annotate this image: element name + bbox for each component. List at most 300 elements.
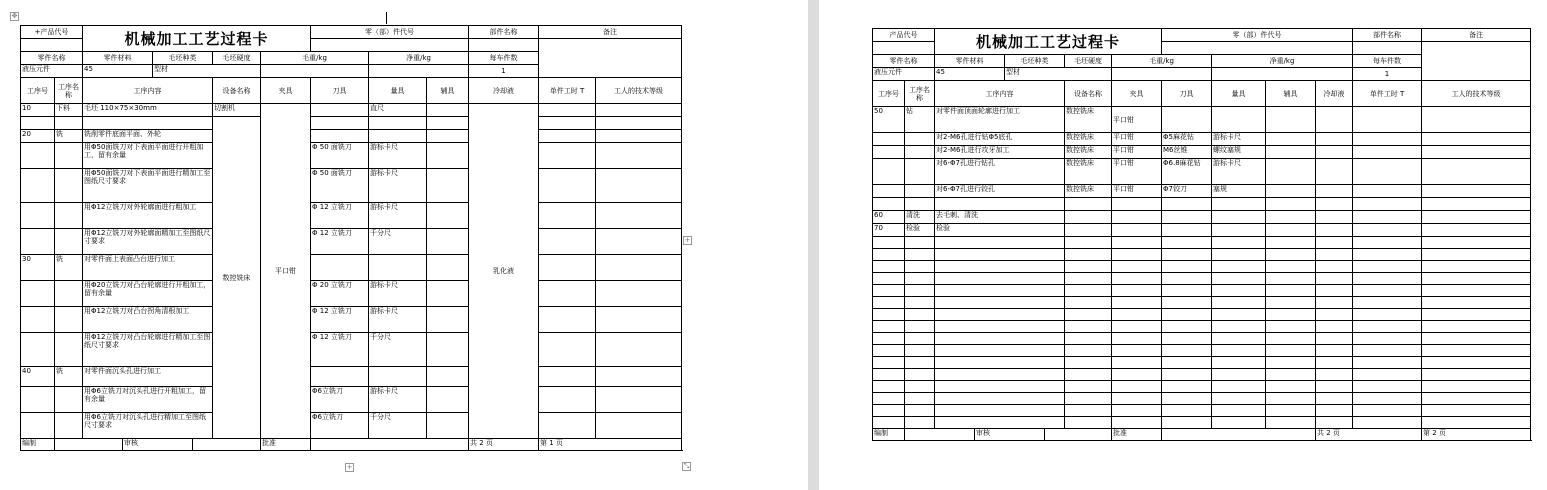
- aux-cell[interactable]: [1266, 237, 1316, 249]
- equipment-cell[interactable]: [1065, 273, 1112, 285]
- coolant-cell[interactable]: [1316, 198, 1353, 211]
- gauge-cell[interactable]: [1212, 333, 1266, 345]
- op-name[interactable]: [905, 198, 935, 211]
- op-name[interactable]: [905, 159, 935, 185]
- op-content[interactable]: [935, 198, 1065, 211]
- equipment-cell[interactable]: [1065, 297, 1112, 309]
- op-content[interactable]: [935, 345, 1065, 357]
- tool-cell[interactable]: [1162, 309, 1212, 321]
- fixture-cell[interactable]: [1112, 211, 1162, 224]
- equipment-cell[interactable]: 数控铣床: [1065, 133, 1112, 146]
- op-name[interactable]: [55, 203, 83, 229]
- op-name[interactable]: 铣: [55, 367, 83, 387]
- tool-cell[interactable]: [1162, 297, 1212, 309]
- skill-cell[interactable]: [1422, 357, 1531, 369]
- op-no[interactable]: [873, 321, 905, 333]
- tool-cell[interactable]: Φ6立铣刀: [311, 413, 369, 439]
- skill-cell[interactable]: [596, 169, 682, 203]
- tool-cell[interactable]: [311, 255, 369, 281]
- coolant-cell[interactable]: [1316, 333, 1353, 345]
- gauge-cell[interactable]: [1212, 249, 1266, 261]
- fixture-cell[interactable]: [1112, 297, 1162, 309]
- tool-cell[interactable]: [1162, 237, 1212, 249]
- gauge-cell[interactable]: [1212, 393, 1266, 405]
- tool-cell[interactable]: [1162, 417, 1212, 429]
- unit-time-cell[interactable]: [1353, 405, 1422, 417]
- op-name[interactable]: 铣: [55, 130, 83, 143]
- op-content[interactable]: [935, 297, 1065, 309]
- equipment-cell[interactable]: [1065, 345, 1112, 357]
- fixture-cell[interactable]: 平口钳: [1112, 185, 1162, 198]
- op-no[interactable]: [873, 393, 905, 405]
- unit-time-cell[interactable]: [1353, 345, 1422, 357]
- op-no[interactable]: 50: [873, 107, 905, 133]
- aux-cell[interactable]: [427, 203, 469, 229]
- tool-cell[interactable]: [1162, 107, 1212, 133]
- op-name[interactable]: [905, 393, 935, 405]
- op-no[interactable]: [21, 143, 55, 169]
- op-name[interactable]: 下料: [55, 104, 83, 117]
- gauge-cell[interactable]: [369, 117, 427, 130]
- op-content[interactable]: [935, 273, 1065, 285]
- fixture-cell[interactable]: [1112, 321, 1162, 333]
- unit-time-cell[interactable]: [1353, 297, 1422, 309]
- op-no[interactable]: 30: [21, 255, 55, 281]
- aux-cell[interactable]: [427, 307, 469, 333]
- tool-cell[interactable]: Φ6.8麻花钻: [1162, 159, 1212, 185]
- blank-type-value[interactable]: 型材: [153, 65, 261, 78]
- op-name[interactable]: [55, 307, 83, 333]
- fixture-cell[interactable]: [1112, 249, 1162, 261]
- unit-time-cell[interactable]: [539, 130, 596, 143]
- tool-cell[interactable]: [1162, 198, 1212, 211]
- skill-cell[interactable]: [596, 203, 682, 229]
- op-no[interactable]: [21, 117, 55, 130]
- tool-cell[interactable]: [1162, 357, 1212, 369]
- unit-time-cell[interactable]: [539, 169, 596, 203]
- equipment-cell[interactable]: [1065, 285, 1112, 297]
- op-content[interactable]: [935, 369, 1065, 381]
- op-name[interactable]: [55, 333, 83, 367]
- coolant-cell[interactable]: [1316, 237, 1353, 249]
- op-no[interactable]: 60: [873, 211, 905, 224]
- skill-cell[interactable]: [1422, 249, 1531, 261]
- op-no[interactable]: [21, 281, 55, 307]
- coolant-cell[interactable]: [1316, 297, 1353, 309]
- aux-cell[interactable]: [1266, 261, 1316, 273]
- skill-cell[interactable]: [1422, 198, 1531, 211]
- op-name[interactable]: [55, 169, 83, 203]
- gauge-cell[interactable]: [1212, 198, 1266, 211]
- aux-cell[interactable]: [1266, 273, 1316, 285]
- skill-cell[interactable]: [1422, 297, 1531, 309]
- aux-cell[interactable]: [1266, 321, 1316, 333]
- part-code-value[interactable]: [1162, 42, 1353, 55]
- op-no[interactable]: 70: [873, 224, 905, 237]
- gauge-cell[interactable]: 游标卡尺: [1212, 159, 1266, 185]
- skill-cell[interactable]: [1422, 224, 1531, 237]
- equipment-cell[interactable]: 数控铣床: [1065, 185, 1112, 198]
- op-no[interactable]: [873, 333, 905, 345]
- op-name[interactable]: [905, 133, 935, 146]
- coolant-cell[interactable]: [1316, 249, 1353, 261]
- fixture-cell[interactable]: [1112, 381, 1162, 393]
- tool-cell[interactable]: Φ7铰刀: [1162, 185, 1212, 198]
- skill-cell[interactable]: [1422, 185, 1531, 198]
- tool-cell[interactable]: [311, 367, 369, 387]
- unit-time-cell[interactable]: [539, 203, 596, 229]
- product-code-value[interactable]: [21, 39, 83, 52]
- op-content[interactable]: 用Φ20立铣刀对凸台轮廓进行开粗加工，留有余量: [83, 281, 213, 307]
- op-name[interactable]: [905, 417, 935, 429]
- op-content[interactable]: 铣削零件底面平面、外轮: [83, 130, 213, 143]
- fixture-cell[interactable]: [1112, 393, 1162, 405]
- equipment-cell[interactable]: [1065, 369, 1112, 381]
- unit-time-cell[interactable]: [539, 255, 596, 281]
- tool-cell[interactable]: [1162, 369, 1212, 381]
- tool-cell[interactable]: [311, 130, 369, 143]
- footer-compile-value[interactable]: [55, 439, 123, 451]
- op-content[interactable]: [935, 381, 1065, 393]
- equipment-cell[interactable]: [1065, 211, 1112, 224]
- unit-time-cell[interactable]: [1353, 185, 1422, 198]
- tool-cell[interactable]: Φ 20 立铣刀: [311, 281, 369, 307]
- add-row-handle[interactable]: +: [346, 463, 353, 471]
- op-name[interactable]: [905, 381, 935, 393]
- skill-cell[interactable]: [1422, 211, 1531, 224]
- unit-time-cell[interactable]: [539, 281, 596, 307]
- tool-cell[interactable]: [1162, 345, 1212, 357]
- net-weight-value[interactable]: [369, 65, 469, 78]
- op-no[interactable]: [21, 307, 55, 333]
- fixture-cell[interactable]: [1112, 417, 1162, 429]
- component-name-value[interactable]: [1353, 42, 1422, 55]
- equipment-cell[interactable]: [1065, 393, 1112, 405]
- op-no[interactable]: 20: [21, 130, 55, 143]
- skill-cell[interactable]: [1422, 417, 1531, 429]
- fixture-cell[interactable]: [1112, 198, 1162, 211]
- gauge-cell[interactable]: 游标卡尺: [369, 143, 427, 169]
- remark-value[interactable]: [539, 39, 682, 78]
- material-value[interactable]: 45: [83, 65, 153, 78]
- fixture-cell[interactable]: [1112, 369, 1162, 381]
- skill-cell[interactable]: [596, 413, 682, 439]
- per-unit-value[interactable]: 1: [469, 65, 539, 78]
- material-value[interactable]: 45: [935, 68, 1005, 81]
- op-name[interactable]: [905, 333, 935, 345]
- fixture-cell[interactable]: [1112, 333, 1162, 345]
- skill-cell[interactable]: [1422, 146, 1531, 159]
- coolant-cell[interactable]: [1316, 393, 1353, 405]
- unit-time-cell[interactable]: [1353, 107, 1422, 133]
- gauge-cell[interactable]: 千分尺: [369, 333, 427, 367]
- skill-cell[interactable]: [1422, 285, 1531, 297]
- aux-cell[interactable]: [1266, 185, 1316, 198]
- op-no[interactable]: [873, 369, 905, 381]
- skill-cell[interactable]: [1422, 107, 1531, 133]
- gauge-cell[interactable]: [1212, 369, 1266, 381]
- gauge-cell[interactable]: [1212, 357, 1266, 369]
- unit-time-cell[interactable]: [539, 104, 596, 117]
- op-name[interactable]: [905, 357, 935, 369]
- op-content[interactable]: 用Φ50面铣刀对下表面平面进行开粗加工，留有余量: [83, 143, 213, 169]
- unit-time-cell[interactable]: [1353, 261, 1422, 273]
- coolant-cell[interactable]: [1316, 107, 1353, 133]
- op-content[interactable]: 用Φ12立铣刀对外轮廓面精加工至图纸尺寸要求: [83, 229, 213, 255]
- skill-cell[interactable]: [1422, 333, 1531, 345]
- fixture-cell[interactable]: [1112, 261, 1162, 273]
- gauge-cell[interactable]: 游标卡尺: [369, 307, 427, 333]
- op-no[interactable]: [873, 198, 905, 211]
- op-name[interactable]: [905, 405, 935, 417]
- aux-cell[interactable]: [427, 281, 469, 307]
- coolant-cell[interactable]: [1316, 309, 1353, 321]
- product-code-value[interactable]: [873, 42, 935, 55]
- gauge-cell[interactable]: 螺纹塞规: [1212, 146, 1266, 159]
- gauge-cell[interactable]: [369, 130, 427, 143]
- gauge-cell[interactable]: [1212, 211, 1266, 224]
- skill-cell[interactable]: [596, 333, 682, 367]
- op-content[interactable]: [935, 237, 1065, 249]
- op-name[interactable]: [905, 309, 935, 321]
- op-content[interactable]: [935, 405, 1065, 417]
- footer-approve-value[interactable]: [311, 439, 469, 451]
- gauge-cell[interactable]: [1212, 261, 1266, 273]
- aux-cell[interactable]: [427, 413, 469, 439]
- remark-value[interactable]: [1422, 42, 1531, 81]
- op-name[interactable]: [905, 321, 935, 333]
- equipment-cell[interactable]: [1065, 224, 1112, 237]
- coolant-cell[interactable]: [1316, 417, 1353, 429]
- tool-cell[interactable]: [1162, 249, 1212, 261]
- equipment-cell[interactable]: [1065, 381, 1112, 393]
- unit-time-cell[interactable]: [1353, 249, 1422, 261]
- skill-cell[interactable]: [596, 143, 682, 169]
- op-no[interactable]: [873, 146, 905, 159]
- tool-cell[interactable]: [311, 117, 369, 130]
- gauge-cell[interactable]: 游标卡尺: [369, 281, 427, 307]
- op-name[interactable]: [905, 369, 935, 381]
- tool-cell[interactable]: [1162, 405, 1212, 417]
- move-handle-icon[interactable]: ✥: [11, 12, 18, 20]
- tool-cell[interactable]: Φ6立铣刀: [311, 387, 369, 413]
- gauge-cell[interactable]: 游标卡尺: [369, 387, 427, 413]
- unit-time-cell[interactable]: [1353, 369, 1422, 381]
- aux-cell[interactable]: [1266, 345, 1316, 357]
- gauge-cell[interactable]: 游标卡尺: [369, 169, 427, 203]
- skill-cell[interactable]: [596, 117, 682, 130]
- fixture-cell[interactable]: [1112, 224, 1162, 237]
- skill-cell[interactable]: [1422, 261, 1531, 273]
- tool-cell[interactable]: [1162, 321, 1212, 333]
- gauge-cell[interactable]: [1212, 224, 1266, 237]
- skill-cell[interactable]: [596, 104, 682, 117]
- gauge-cell[interactable]: [1212, 381, 1266, 393]
- unit-time-cell[interactable]: [1353, 381, 1422, 393]
- move-table-handle[interactable]: [10, 12, 18, 20]
- unit-time-cell[interactable]: [1353, 133, 1422, 146]
- gauge-cell[interactable]: 游标卡尺: [369, 203, 427, 229]
- footer-compile-value[interactable]: [905, 429, 975, 441]
- gauge-cell[interactable]: 千分尺: [369, 229, 427, 255]
- aux-cell[interactable]: [1266, 198, 1316, 211]
- aux-cell[interactable]: [1266, 369, 1316, 381]
- op-content[interactable]: [83, 117, 213, 130]
- op-content[interactable]: 用Φ6立铣刀对沉头孔进行精加工至图纸尺寸要求: [83, 413, 213, 439]
- op-no[interactable]: [21, 229, 55, 255]
- unit-time-cell[interactable]: [539, 143, 596, 169]
- op-name[interactable]: [55, 281, 83, 307]
- op-content[interactable]: 去毛刺、清洗: [935, 211, 1065, 224]
- aux-cell[interactable]: [427, 104, 469, 117]
- fixture-cell[interactable]: [1112, 309, 1162, 321]
- aux-cell[interactable]: [427, 367, 469, 387]
- op-content[interactable]: 用Φ50面铣刀对下表面平面进行精加工至图纸尺寸要求: [83, 169, 213, 203]
- coolant-cell[interactable]: [1316, 405, 1353, 417]
- unit-time-cell[interactable]: [539, 387, 596, 413]
- op-content[interactable]: [935, 333, 1065, 345]
- op-no[interactable]: [21, 333, 55, 367]
- aux-cell[interactable]: [1266, 211, 1316, 224]
- fixture-cell[interactable]: 平口钳: [1112, 107, 1162, 133]
- equipment-cell[interactable]: [1065, 417, 1112, 429]
- gauge-cell[interactable]: [1212, 297, 1266, 309]
- tool-cell[interactable]: Φ 12 立铣刀: [311, 203, 369, 229]
- equipment-cell[interactable]: [1065, 357, 1112, 369]
- op-content[interactable]: [935, 309, 1065, 321]
- op-content[interactable]: 检验: [935, 224, 1065, 237]
- fixture-merged[interactable]: 平口钳: [261, 104, 311, 439]
- unit-time-cell[interactable]: [1353, 393, 1422, 405]
- gauge-cell[interactable]: [369, 255, 427, 281]
- skill-cell[interactable]: [1422, 405, 1531, 417]
- aux-cell[interactable]: [427, 333, 469, 367]
- op-name[interactable]: 检验: [905, 224, 935, 237]
- aux-cell[interactable]: [1266, 249, 1316, 261]
- op-no[interactable]: [873, 185, 905, 198]
- part-name-value[interactable]: 液压元件: [21, 65, 83, 78]
- skill-cell[interactable]: [596, 255, 682, 281]
- op-name[interactable]: [55, 387, 83, 413]
- skill-cell[interactable]: [1422, 369, 1531, 381]
- skill-cell[interactable]: [1422, 321, 1531, 333]
- equipment-cell[interactable]: [1065, 237, 1112, 249]
- skill-cell[interactable]: [1422, 273, 1531, 285]
- op-name[interactable]: 钻: [905, 107, 935, 133]
- skill-cell[interactable]: [1422, 309, 1531, 321]
- equipment-cell[interactable]: [1065, 261, 1112, 273]
- coolant-cell[interactable]: [1316, 369, 1353, 381]
- aux-cell[interactable]: [1266, 309, 1316, 321]
- coolant-cell[interactable]: [1316, 133, 1353, 146]
- tool-cell[interactable]: [1162, 261, 1212, 273]
- skill-cell[interactable]: [596, 307, 682, 333]
- op-name[interactable]: [905, 285, 935, 297]
- op-no[interactable]: [873, 249, 905, 261]
- unit-time-cell[interactable]: [1353, 237, 1422, 249]
- skill-cell[interactable]: [1422, 381, 1531, 393]
- op-no[interactable]: [873, 309, 905, 321]
- op-no[interactable]: [873, 261, 905, 273]
- gross-weight-value[interactable]: [261, 65, 369, 78]
- footer-review-value[interactable]: [1045, 429, 1112, 441]
- op-name[interactable]: [905, 345, 935, 357]
- aux-cell[interactable]: [427, 169, 469, 203]
- equipment-cell[interactable]: [1065, 333, 1112, 345]
- op-content[interactable]: [935, 261, 1065, 273]
- equipment-cell[interactable]: [1065, 321, 1112, 333]
- tool-cell[interactable]: Φ5麻花钻: [1162, 133, 1212, 146]
- skill-cell[interactable]: [596, 281, 682, 307]
- equipment-cell[interactable]: 数控铣床: [1065, 107, 1112, 133]
- gauge-cell[interactable]: 直尺: [369, 104, 427, 117]
- tool-cell[interactable]: [1162, 285, 1212, 297]
- gauge-cell[interactable]: 千分尺: [369, 413, 427, 439]
- aux-cell[interactable]: [427, 255, 469, 281]
- coolant-cell[interactable]: [1316, 146, 1353, 159]
- op-content[interactable]: 对6-Φ7孔进行钻孔: [935, 159, 1065, 185]
- fixture-cell[interactable]: 平口钳: [1112, 146, 1162, 159]
- unit-time-cell[interactable]: [1353, 285, 1422, 297]
- gauge-cell[interactable]: [1212, 405, 1266, 417]
- skill-cell[interactable]: [1422, 133, 1531, 146]
- op-name[interactable]: [905, 185, 935, 198]
- skill-cell[interactable]: [1422, 393, 1531, 405]
- aux-cell[interactable]: [427, 143, 469, 169]
- aux-cell[interactable]: [1266, 357, 1316, 369]
- aux-cell[interactable]: [1266, 381, 1316, 393]
- net-weight-value[interactable]: [1212, 68, 1353, 81]
- per-unit-value[interactable]: 1: [1353, 68, 1422, 81]
- gauge-cell[interactable]: [1212, 285, 1266, 297]
- op-content[interactable]: 对2-M6孔进行钻Φ5底孔: [935, 133, 1065, 146]
- fixture-cell[interactable]: [1112, 285, 1162, 297]
- op-no[interactable]: [873, 285, 905, 297]
- op-content[interactable]: 用Φ12立铣刀对凸台轮廓进行精加工至图纸尺寸要求: [83, 333, 213, 367]
- fixture-cell[interactable]: [1112, 237, 1162, 249]
- aux-cell[interactable]: [1266, 133, 1316, 146]
- part-code-value[interactable]: [311, 39, 469, 52]
- add-column-handle[interactable]: +: [684, 236, 691, 244]
- op-content[interactable]: 对零件面顶面轮廓进行加工: [935, 107, 1065, 133]
- aux-cell[interactable]: [1266, 224, 1316, 237]
- tool-cell[interactable]: [1162, 224, 1212, 237]
- aux-cell[interactable]: [1266, 405, 1316, 417]
- op-no[interactable]: [873, 381, 905, 393]
- footer-approve-value[interactable]: [1162, 429, 1316, 441]
- aux-cell[interactable]: [427, 229, 469, 255]
- op-no[interactable]: [873, 273, 905, 285]
- op-content[interactable]: [935, 357, 1065, 369]
- gauge-cell[interactable]: [1212, 345, 1266, 357]
- op-content[interactable]: [935, 285, 1065, 297]
- unit-time-cell[interactable]: [1353, 309, 1422, 321]
- op-name[interactable]: [55, 413, 83, 439]
- op-no[interactable]: [21, 387, 55, 413]
- op-content[interactable]: [935, 393, 1065, 405]
- aux-cell[interactable]: [1266, 297, 1316, 309]
- unit-time-cell[interactable]: [539, 307, 596, 333]
- op-no[interactable]: [873, 297, 905, 309]
- unit-time-cell[interactable]: [1353, 224, 1422, 237]
- aux-cell[interactable]: [1266, 285, 1316, 297]
- op-name[interactable]: [905, 261, 935, 273]
- coolant-cell[interactable]: [1316, 321, 1353, 333]
- tool-cell[interactable]: Φ 12 立铣刀: [311, 229, 369, 255]
- fixture-cell[interactable]: 平口钳: [1112, 133, 1162, 146]
- coolant-cell[interactable]: [1316, 159, 1353, 185]
- op-name[interactable]: [905, 273, 935, 285]
